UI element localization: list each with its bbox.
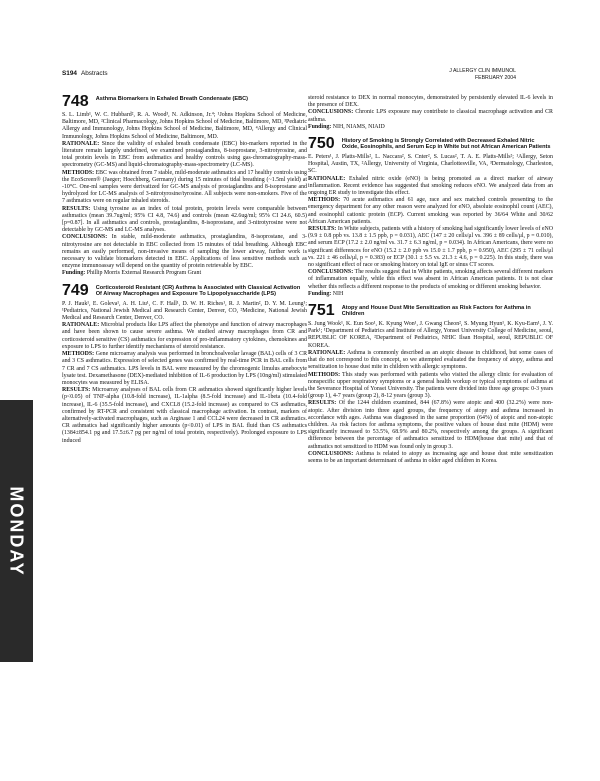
conclusions-text: The results suggest that in White patients, smoking affects several different markers of inflammation equally, while this effect was absent in African American patients. It is not clear whether this reflects a different response to the products of smoking or different smoking behavior.: [308, 269, 553, 290]
day-label: MONDAY: [7, 485, 28, 577]
right-column: [308, 95, 553, 471]
abstract-authors: S. L. Limb¹, W. C. Hubbard², R. A. Wood³, N. Adkinson, Jr.⁴; ¹Johns Hopkins School of Medicine, Baltimore, MD, ²Clinical Pharmacology, Johns Hopkins School of Medicine, Baltimore, MD, ³Pediatric Allergy and Immunology, Johns Hopkins School of Medicine, Baltimore, MD, ⁴Allergy and Clinical Immunology, Johns Hopkins School of Medicine, Baltimore, MD.: [62, 112, 307, 140]
methods-label: METHODS:: [308, 197, 341, 204]
abstract-title: Corticosteroid Resistant (CR) Asthma Is Associated with Classical Activation Of Airway Macrophages and Exposure To Lipopolysaccharide (LPS): [95, 284, 301, 298]
funding-label: Funding:: [308, 290, 332, 297]
results-text: Using tyrosine as an index of total protein, protein levels were comparable between asthmatics (mean 39.7ug/ml; 95% CI 4.8, 74.6) and controls (mean 42.6ug/ml; 95% CI 24.6, 60.5) [p=0.87]. In all asthmatics and controls, prostaglandins, 8-isoprostane, and 3-nitrotyrosine were not detectable by GC-MS and LC-MS analyses.: [62, 205, 308, 234]
conclusions-section: [308, 269, 553, 291]
results-text: In White subjects, patients with a history of smoking had significantly lower levels of eNO (9.9 ± 0.8 ppb vs. 13.8 ± 1.5 ppb, p = 0.031), AEC (147 ± 20 cells/μl vs. 396 ± 89 cells/μl, p = 0.010), and serum ECP (17.2 ± 2.0 ng/ml vs. 31.7 ± 6.3 ng/ml, p = 0.034). In African Americans, there were no significant differences for eNO (15.2 ± 2.0 ppb vs 15.0 ± 1.7 ppb, p = 0.950), AEC (295 ± 71 cells/μl vs. 221 ± 46 cells/μl, p = 0.383) or ECP (30.1 ± 5.5 vs. 21.3 ± 4.6, p = 0.225). In this study, there was no significant effect of race or smoking history on total IgE or sinus CT scores.: [308, 226, 553, 269]
conclusions-section: [308, 451, 553, 465]
rationale-label: RATIONALE:: [308, 349, 346, 356]
rationale-section: [308, 350, 553, 372]
abstract-751: [308, 304, 553, 465]
conclusions-label: CONCLUSIONS:: [62, 234, 108, 241]
results-label: RESULTS:: [62, 205, 91, 212]
issue-date: FEBRUARY 2004: [474, 75, 516, 81]
abstract-749: [62, 281, 307, 445]
left-column: [62, 95, 307, 451]
methods-section: [62, 170, 307, 206]
abstract-authors: E. Peters¹, J. Platts-Mills², L. Naccara², S. Cnter², S. Lucas², T. A. E. Platts-Mills²; ¹Allergy, Seton Hospital, Austin, TX, ²Allergy, University of Virginia, Charlottesville, VA, ³Dermatology, Charleston, SC.: [308, 154, 553, 175]
results-section: [308, 226, 553, 269]
funding-section: [62, 270, 307, 277]
abstract-748: [62, 95, 307, 278]
conclusions-label: CONCLUSIONS:: [308, 269, 354, 276]
rationale-text: Microbial products like LPS affect the phenotype and function of airway macrophages and have been shown to cause severe asthma. We studied airway macrophages from CR and corticosteroid sensitive (CS) asthmatics for expression of pro-inflammatory cytokines, chemokines and exposure to LPS to further identify mechanisms of steroid resistance.: [62, 322, 307, 350]
funding-label: Funding:: [308, 123, 332, 130]
abstract-number: 751: [308, 302, 335, 320]
methods-text: This study was performed with patients who visited the allergy clinic for evaluation of nonspecific upper respiratory symptoms or a general health workup or typical symptoms of asthma at the Severance Hospital of Yonsei University. The patients were divided into three age groups: 0-3 years (group 1), 4-7 years (group 2), 8-12 years (group 3).: [308, 371, 553, 400]
abstract-748-header: [62, 95, 307, 109]
methods-text: EBC was obtained from 7 stable, mild-moderate asthmatics and 17 healthy controls using the EcoScreen® (Jaeger; Hoechberg, Germany) during 15 minutes of tidal breathing (~1.5ml yield) at -10°C. One-ml samples were derivatized for GC-MS analysis of prostaglandins and 8-isoprostane and hydrolyzed for LC-MS analysis of 3-nitrotyrosine/tyrosine. All subjects were non-smokers. Five of the 7 asthmatics were on regular inhaled steroids.: [62, 169, 307, 205]
abstract-750-header: [308, 137, 553, 151]
abstract-number: 749: [62, 281, 89, 299]
methods-text: 70 acute asthmatics and 61 age, race and sex matched controls presenting to the emergency department for any other reason were analyzed for eNO, absolute eosinophil count (AEC), and eosinophil cationic protein (ECP). Current smoking was reported by 36/64 White and 30/62 African American patients.: [308, 197, 553, 225]
conclusions-label: CONCLUSIONS:: [308, 109, 354, 116]
section-name: Abstracts: [80, 70, 108, 77]
rationale-section: [62, 322, 307, 351]
funding-text: Phillip Morris External Research Program Grant: [86, 270, 202, 277]
methods-label: METHODS:: [308, 371, 341, 378]
results-text: Of the 1244 children examined, 844 (67.8%) were atopic and 400 (32.2%) were non-atopic. After division into three aged groups, the frequency of atopy and asthma increased in accordance with ages. Asthma was diagnosed in the same proportion (64%) of atopic and non-atopic children. As risk factors for asthma symptoms, the positive values of house dust mite (HDM) were significantly increased to 53.5%, 68.9% and 80.2%, respectively among the groups. A significant difference between the percentage of asthmatics sensitized to HDM(house dust mite) and that of asthmatics not sensitized to HDM was found only in group 3.: [308, 400, 553, 450]
abstract-continued-text: steroid resistance to DEX in normal monocytes, demonstrated by persistently elevated IL-6 levels in the presence of DEX.: [308, 95, 553, 109]
abstract-title: Asthma Biomarkers in Exhaled Breath Condensate (EBC): [95, 96, 249, 102]
methods-label: METHODS:: [62, 169, 95, 176]
abstract-authors: S. Jung Wook¹, K. Eun Soo¹, K. Kyung Won¹, J. Gwang Cheon², S. Myung Hyun¹, K. Kyu-Earn¹, J. Y. Park¹; ¹Department of Pediatrics and Institute of Allergy, Yonsei University College of Medicine, seoul, REPUBLIC OF KOREA, ²Department of Pediatrics, NHIC Ilsan Hospital, seoul, REPUBLIC OF KOREA.: [308, 321, 553, 349]
abstract-750: [308, 137, 553, 298]
results-section: [62, 387, 307, 445]
funding-section: [308, 291, 553, 298]
results-label: RESULTS:: [308, 400, 337, 407]
conclusions-text: Asthma is related to atopy as increasing age and house dust mite sensitization seems to be an important determinant of asthma in older aged children in Korea.: [308, 450, 553, 464]
funding-text: NIH: [332, 290, 344, 297]
methods-section: [62, 351, 307, 387]
methods-label: METHODS:: [62, 351, 95, 358]
rationale-text: Exhaled nitric oxide (eNO) is being promoted as a direct marker of airway inflammation. Recent evidence has suggested that smoking reduces eNO. We analyzed data from an ongoing ER study to investigate this effect.: [308, 175, 553, 197]
methods-text: Gene microarray analysis was performed in bronchoalveolar lavage (BAL) cells of 3 CR and 3 CS asthmatics. Expression of selected genes was confirmed by real-time PCR in BAL cells from 7 CR and 7 CS asthmatics. LPS levels in BAL were measured by the chromogenic limulus amebocyte lysate test. Dexamethasone (DEX)-mediated inhibition of IL-6 production by LPS (10ng/ml) stimulated monocytes was measured by ELISA.: [62, 351, 307, 386]
rationale-section: [308, 176, 553, 198]
conclusions-text: In stable, mild-moderate asthmatics, prostaglandins, 8-isoprostane, and 3-nitrotyrosine are not detectable in EBC collected from 15 minutes of tidal breathing. Although EBC remains an easily performed, non-invasive means of sampling the lower airway, further work is necessary to validate biomarkers detected in EBC. Applications of less sensitive methods such as enzyme immunoassay will depend on the quantity of protein retrievable by EBC.: [62, 234, 307, 270]
rationale-text: Since the validity of exhaled breath condensate (EBC) bio-markers reported in the literature remain largely undefined, we examined prostaglandins, 8-isoprostane, 3-nitrotyrosine, and total protein levels in EBC from asthmatics and healthy controls using gas-chromatography-mass-spectrometry (GC-MS) and liquid-chromatography-mass-spectrometry (LC-MS).: [62, 140, 307, 169]
abstract-number: 750: [308, 135, 335, 153]
page-header-right: [449, 68, 516, 82]
conclusions-section: [62, 234, 307, 270]
rationale-label: RATIONALE:: [62, 140, 100, 147]
conclusions-label: CONCLUSIONS:: [308, 450, 354, 457]
abstract-number: 748: [62, 93, 89, 110]
page-header-left: [62, 70, 108, 77]
results-label: RESULTS:: [308, 226, 337, 233]
abstract-authors: P. J. Hauk¹, E. Goleva¹, A. H. Liu¹, C. F. Hall¹, D. W. H. Riches¹, R. J. Martin², D. Y. M. Leung¹; ¹Pediatrics, National Jewish Medical and Research Center, Denver, CO, ²Medicine, National Jewish Medical and Research Center, Denver, CO.: [62, 300, 307, 322]
rationale-text: Asthma is commonly described as an atopic disease in childhood, but some cases of that do not correspond to this concept, so we attempted evaluated the frequency of atopy, asthma and sensitization to house dust mite in children with allergic symptoms.: [308, 349, 553, 371]
funding-label: Funding:: [62, 270, 86, 277]
day-side-tab: [0, 400, 33, 662]
page-number: S194: [62, 70, 77, 77]
methods-section: [308, 197, 553, 226]
rationale-label: RATIONALE:: [62, 322, 100, 329]
funding-section: [308, 124, 553, 131]
results-text: Microarray analyses of BAL cells from CR asthmatics showed significantly higher levels (p<0.05) of TNF-alpha (10.8-fold increase), IL-1alpha (8.5-fold increase) and IL-1beta (10.4-fold increase), IL-6 (35.5-fold increase), and CXCL8 (15.2-fold increase) as compared to CS asthmatics, confirmed by RT-PCR and consistent with classical macrophage activation. In contrast, markers of alternatively-activated macrophages, such as Arginase 1 and CCL24 were decreased in CR asthmatics. CR asthmatics had significantly higher amounts (p<0.01) of LPS in BAL fluid than CS asthmatics (1384±854.1 pg and 17.5±6.7 pg per ng/ml of total protein, respectively). Prolonged exposure to LPS induced: [62, 387, 307, 444]
abstract-title: History of Smoking is Strongly Correlated with Decreased Exhaled Nitric Oxide, Eosinophils, and Serum Ecp in White but not African American Patients: [341, 138, 551, 151]
abstract-749-continued: [308, 95, 553, 131]
methods-section: [308, 372, 553, 401]
results-section: [308, 400, 553, 450]
rationale-label: RATIONALE:: [308, 175, 346, 182]
abstract-title: Atopy and House Dust Mite Sensitization as Risk Factors for Asthma in Children: [341, 305, 531, 318]
rationale-section: [62, 141, 307, 170]
funding-text: NIH, NIAMS, NIAID: [332, 123, 385, 130]
abstract-751-header: [308, 304, 553, 318]
conclusions-section: [308, 109, 553, 123]
results-section: [62, 206, 307, 235]
abstract-749-header: [62, 281, 307, 299]
conclusions-text: Chronic LPS exposure may contribute to classical macrophage activation and CR asthma.: [308, 109, 553, 123]
results-label: RESULTS:: [62, 387, 91, 394]
journal-name: J ALLERGY CLIN IMMUNOL: [449, 68, 516, 74]
